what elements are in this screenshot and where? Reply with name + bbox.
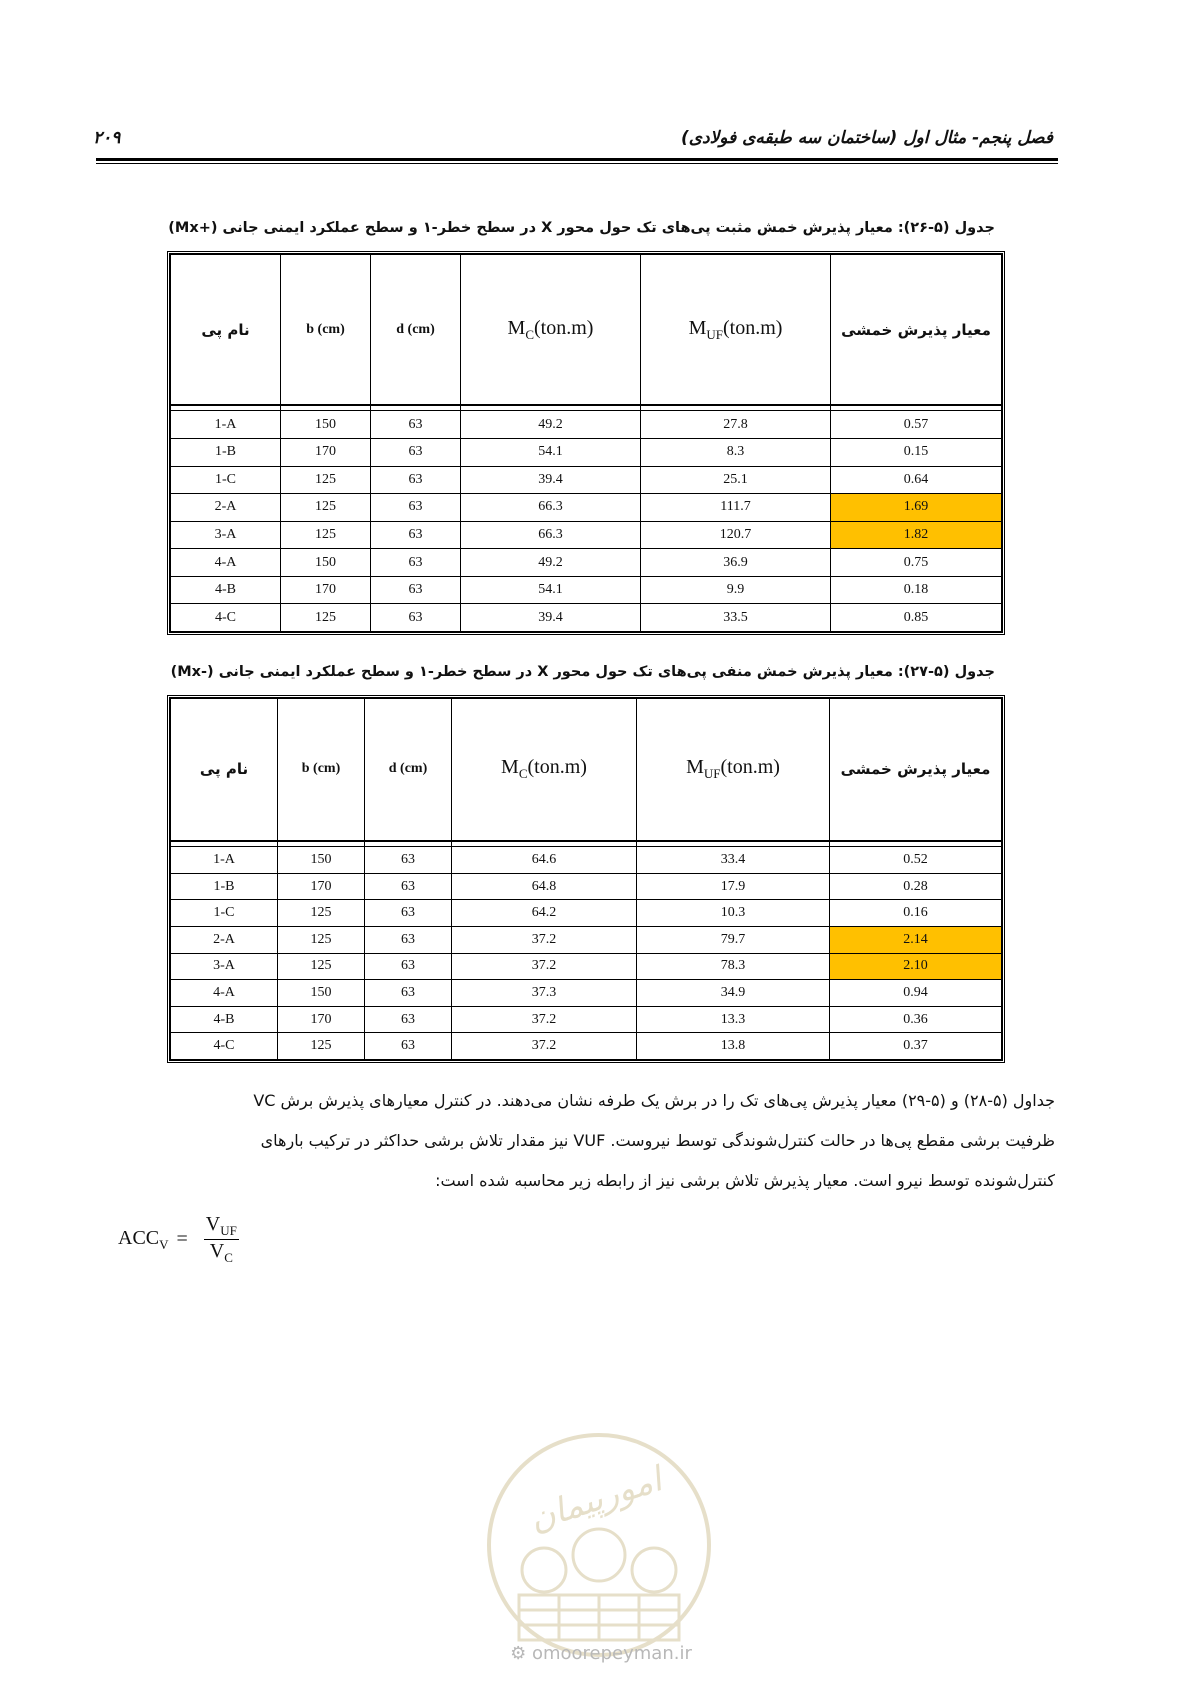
table1-caption: جدول (۵-۲۶): معیار پذیرش خمش مثبت پی‌های تک حول محور X در سطح خطر-۱ و سطح عملکرد ایمنی جانی (+Mx) xyxy=(168,220,995,236)
table-cell: 4-A xyxy=(171,980,278,1007)
table-cell: 13.3 xyxy=(637,1006,830,1033)
table-cell: 4-C xyxy=(171,1033,278,1060)
table-row xyxy=(171,438,1002,466)
table-cell: 37.3 xyxy=(452,980,637,1007)
table-cell: 4-B xyxy=(171,1006,278,1033)
table2-caption: جدول (۵-۲۷): معیار پذیرش خمش منفی پی‌های تک حول محور X در سطح خطر-۱ و سطح عملکرد ایمنی جانی (-Mx) xyxy=(170,664,995,680)
header-rule-thin xyxy=(96,163,1058,164)
table-row xyxy=(171,953,1002,980)
table-cell: 17.9 xyxy=(637,873,830,900)
table-cell: 25.1 xyxy=(641,466,831,494)
table-cell: 120.7 xyxy=(641,521,831,549)
table-row xyxy=(171,521,1002,549)
table-cell: 34.9 xyxy=(637,980,830,1007)
table-cell: 63 xyxy=(365,1033,452,1060)
page-number: ۲۰۹ xyxy=(93,128,121,148)
table2 xyxy=(167,695,1005,1063)
table-cell: 63 xyxy=(365,980,452,1007)
body-paragraph xyxy=(115,1081,1055,1201)
table-cell: 0.85 xyxy=(831,604,1002,632)
col-header-d: d (cm) xyxy=(371,255,461,406)
table-cell: 0.36 xyxy=(830,1006,1002,1033)
table1 xyxy=(167,251,1005,635)
table-row xyxy=(171,1006,1002,1033)
col-header-mc: $M_C(ton.m)$ xyxy=(452,699,637,841)
table-cell: 125 xyxy=(278,900,365,927)
table-row xyxy=(171,1033,1002,1060)
table-cell: 36.9 xyxy=(641,549,831,577)
table-cell: 0.18 xyxy=(831,576,1002,604)
table-cell: 39.4 xyxy=(461,466,641,494)
table-row xyxy=(171,980,1002,1007)
table1-header-row xyxy=(171,255,1002,406)
table-cell: 10.3 xyxy=(637,900,830,927)
table-cell: 125 xyxy=(281,494,371,522)
col-header-b: b (cm) xyxy=(278,699,365,841)
table-cell: 39.4 xyxy=(461,604,641,632)
table-cell: 2-A xyxy=(171,927,278,954)
table-cell: 125 xyxy=(281,604,371,632)
paragraph-line: جداول (۵-۲۸) و (۵-۲۹) معیار پذیرش پی‌های تک را در برش یک طرفه نشان می‌دهند. در کنترل معیارهای پذیرش برش VC xyxy=(253,1091,1055,1110)
table-cell: 63 xyxy=(365,1006,452,1033)
col-header-footing-name: نام پی xyxy=(171,699,278,841)
table-cell: 0.28 xyxy=(830,873,1002,900)
col-header-d: d (cm) xyxy=(365,699,452,841)
table-cell: 125 xyxy=(278,1033,365,1060)
table-cell: 170 xyxy=(281,576,371,604)
table-cell: 66.3 xyxy=(461,494,641,522)
table-cell: 1-C xyxy=(171,466,281,494)
table-row xyxy=(171,576,1002,604)
table-cell: 3-A xyxy=(171,953,278,980)
col-header-b: b (cm) xyxy=(281,255,371,406)
table-cell: 1-C xyxy=(171,900,278,927)
table-cell: 125 xyxy=(281,521,371,549)
table-cell: 150 xyxy=(281,411,371,439)
table-cell: 63 xyxy=(365,900,452,927)
table-cell: 63 xyxy=(371,411,461,439)
table-cell: 37.2 xyxy=(452,1006,637,1033)
table-cell: 2-A xyxy=(171,494,281,522)
table-cell: 63 xyxy=(365,927,452,954)
table-cell: 125 xyxy=(281,466,371,494)
table-cell: 1-A xyxy=(171,847,278,874)
table-cell: 63 xyxy=(371,438,461,466)
table-cell: 63 xyxy=(371,521,461,549)
col-header-mc: $M_C(ton.m)$ xyxy=(461,255,641,406)
table-cell: 54.1 xyxy=(461,438,641,466)
table-cell: 4-C xyxy=(171,604,281,632)
table-cell: 63 xyxy=(371,466,461,494)
table-cell: 1-B xyxy=(171,873,278,900)
formula-fraction: $\frac{V_{UF}}{V_C}$ xyxy=(205,1213,237,1265)
table-cell: 4-A xyxy=(171,549,281,577)
table-row xyxy=(171,549,1002,577)
table-row xyxy=(171,604,1002,632)
table-cell: 2.10 xyxy=(830,953,1002,980)
table-cell: 49.2 xyxy=(461,549,641,577)
table-cell: 125 xyxy=(278,927,365,954)
table-cell: 1.69 xyxy=(831,494,1002,522)
table-cell: 1.82 xyxy=(831,521,1002,549)
table-cell: 63 xyxy=(371,549,461,577)
table-cell: 4-B xyxy=(171,576,281,604)
table-row xyxy=(171,927,1002,954)
table-cell: 3-A xyxy=(171,521,281,549)
table-cell: 13.8 xyxy=(637,1033,830,1060)
table-cell: 63 xyxy=(371,576,461,604)
table-cell: 111.7 xyxy=(641,494,831,522)
table-cell: 33.5 xyxy=(641,604,831,632)
table-cell: 0.64 xyxy=(831,466,1002,494)
table-row xyxy=(171,900,1002,927)
col-header-acceptance: معیار پذیرش خمشی xyxy=(831,255,1002,406)
table-cell: 150 xyxy=(281,549,371,577)
table-cell: 27.8 xyxy=(641,411,831,439)
table-cell: 33.4 xyxy=(637,847,830,874)
table-cell: 63 xyxy=(371,494,461,522)
table-cell: 54.1 xyxy=(461,576,641,604)
watermark-logo-script: امورپیمان xyxy=(524,1459,667,1540)
table-cell: 63 xyxy=(365,953,452,980)
table-cell: 0.94 xyxy=(830,980,1002,1007)
table-cell: 37.2 xyxy=(452,953,637,980)
watermark-logo xyxy=(484,1430,714,1660)
col-header-footing-name: نام پی xyxy=(171,255,281,406)
paragraph-line: ظرفیت برشی مقطع پی‌ها در حالت کنترل‌شوندگی توسط نیروست. VUF نیز مقدار تلاش برشی حداکثر در ترکیب بارهای xyxy=(260,1131,1055,1150)
table-cell: 63 xyxy=(365,847,452,874)
table-cell: 1-B xyxy=(171,438,281,466)
table-cell: 79.7 xyxy=(637,927,830,954)
table2-header-row xyxy=(171,699,1002,841)
table-cell: 125 xyxy=(278,953,365,980)
table-cell: 150 xyxy=(278,847,365,874)
table-cell: 64.6 xyxy=(452,847,637,874)
table-cell: 0.57 xyxy=(831,411,1002,439)
table-cell: 37.2 xyxy=(452,1033,637,1060)
table-cell: 37.2 xyxy=(452,927,637,954)
table-cell: 78.3 xyxy=(637,953,830,980)
table-cell: 2.14 xyxy=(830,927,1002,954)
table-cell: 150 xyxy=(278,980,365,1007)
table-cell: 64.2 xyxy=(452,900,637,927)
table-cell: 170 xyxy=(281,438,371,466)
table-cell: 0.75 xyxy=(831,549,1002,577)
table-row xyxy=(171,411,1002,439)
table-cell: 63 xyxy=(371,604,461,632)
table-cell: 49.2 xyxy=(461,411,641,439)
table-cell: 170 xyxy=(278,873,365,900)
table-cell: 0.16 xyxy=(830,900,1002,927)
table-cell: 1-A xyxy=(171,411,281,439)
table-cell: 170 xyxy=(278,1006,365,1033)
table-cell: 9.9 xyxy=(641,576,831,604)
formula-lhs: $ACC_V$ xyxy=(118,1226,169,1252)
table-cell: 0.15 xyxy=(831,438,1002,466)
watermark-site: ⚙ omoorepeyman.ir xyxy=(510,1643,692,1664)
table-cell: 8.3 xyxy=(641,438,831,466)
table-row xyxy=(171,466,1002,494)
acceptance-formula: $ACC_V$ = $\frac{V_{UF}}{V_C}$ xyxy=(118,1213,237,1265)
running-header-title: فصل پنجم- مثال اول (ساختمان سه طبقه‌ی فولادی) xyxy=(680,128,1053,148)
col-header-muf: $M_{UF}(ton.m)$ xyxy=(637,699,830,841)
table-row xyxy=(171,847,1002,874)
header-rule xyxy=(96,158,1058,161)
table-cell: 0.37 xyxy=(830,1033,1002,1060)
table-cell: 63 xyxy=(365,873,452,900)
table-cell: 66.3 xyxy=(461,521,641,549)
paragraph-line: کنترل‌شونده توسط نیرو است. معیار پذیرش تلاش برشی نیز از رابطه زیر محاسبه شده است: xyxy=(435,1171,1055,1190)
col-header-acceptance: معیار پذیرش خمشی xyxy=(830,699,1002,841)
table-cell: 64.8 xyxy=(452,873,637,900)
col-header-muf: $M_{UF}(ton.m)$ xyxy=(641,255,831,406)
table-cell: 0.52 xyxy=(830,847,1002,874)
table-row xyxy=(171,494,1002,522)
table-row xyxy=(171,873,1002,900)
